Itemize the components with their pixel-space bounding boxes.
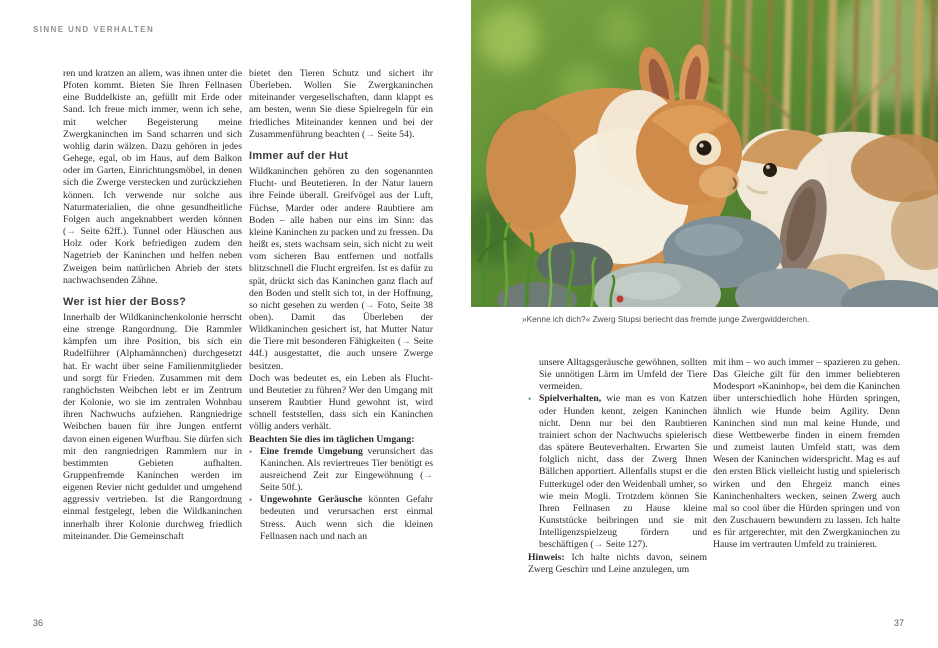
paragraph: Doch was bedeutet es, ein Leben als Flucht- und Beutetier zu führen? Wer den Umgang mit unserem Raubtier Hund gewohnt ist, wird schnell feststellen, dass sich ein Kaninchen völlig anders verhält. bbox=[249, 372, 433, 433]
page-number-left: 36 bbox=[33, 618, 44, 628]
list-item-text: Ungewohnte Geräusche könnten Gefahr bedeuten und verursachen erst einmal Stress. Auch wenn sich die kleinen Fellnasen nach und nach an bbox=[260, 494, 434, 542]
paragraph: bietet den Tieren Schutz und sichert ihr Überleben. Wollen Sie Zwergkaninchen miteinander vergesellschaften, dann klappt es am besten, wenn Sie diese Spielregeln für ein friedliches Miteinander kennen und bei der Zusammenführung beachten (→ Seite 54). bbox=[249, 68, 433, 140]
bullet-icon: • bbox=[249, 495, 253, 506]
running-head: SINNE UND VERHALTEN bbox=[33, 25, 155, 34]
paragraph: unsere Alltagsgeräusche gewöhnen, sollten Sie unnötigen Lärm im Umfeld der Tiere vermeiden. bbox=[539, 357, 707, 393]
hint-paragraph: Hinweis: Ich halte nichts davon, seinem Zwerg Geschirr und Leine anzulegen, um bbox=[528, 551, 707, 575]
list-item-text: Eine fremde Umgebung verunsichert das Kaninchen. Als reviertreues Tier benötigt es ausreichend Zeit zur Eingewöhnung (→ Seite 50f.). bbox=[260, 445, 434, 494]
paragraph: Innerhalb der Wildkaninchenkolonie herrscht eine strenge Rangordnung. Die Rammler kämpfen um ihre Position, bis sich ein Rudelführer (Alphamännchen) durchgesetzt hat. Er wacht über seine Familienmitglieder und sorgt für Frieden. Zusammen mit dem ranghöchsten Weibchen lebt er im Zentrum der Kolonie, wo sie im zentralen Wohnbau ihren Nachwuchs aufziehen. Rangniedrige Weibchen bauen für ihre Jungen entfernt davon einen eigenen Wurfbau. Sie dürfen sich mit den rangniedrigen Rammlern nur in bestimmten Gebieten aufhalten. Gruppenfremde Kaninchen werden im eigenen Revier nicht geduldet und umgehend aggressiv vertrieben. Ist die Rangordnung einmal festgelegt, leben die Wildkaninchen innerhalb ihrer Kolonie durchweg friedlich miteinander. Die Gemeinschaft bbox=[63, 311, 242, 542]
paragraph: ren und kratzen an allem, was ihnen unter die Pfoten kommt. Bieten Sie Ihren Fellnasen eine Buddelkiste an, gefüllt mit Erde oder Sand. Ich freue mich immer, wenn ich sehe, mit welcher Begeisterung meine Zwergkaninchen im Sand scharren und sich wohlig darin wälzen. Dazu gehören in jedes Gehege, egal, ob im Haus, auf dem Balkon oder im Garten, Einrichtungsmöbel, in denen sich die Zwerge verstecken und zurückziehen können. Ich verwende nur solche aus Naturmaterialien, die ohne gesundheitliche Folgen auch angeknabbert werden können (→ Seite 62ff.). Tunnel oder Häuschen aus Holz oder Kork befriedigen zudem den Nagetrieb der Kaninchen und helfen neben Zweigen beim natürlichen Abrieb der stets nachwachsenden Zähne. bbox=[63, 68, 242, 286]
section-heading-hut: Immer auf der Hut bbox=[249, 149, 349, 162]
rabbits-photo-illustration bbox=[471, 0, 938, 307]
bullet-icon: • bbox=[249, 446, 253, 457]
page-number-right: 37 bbox=[893, 618, 904, 628]
photo-caption: »Kenne ich dich?« Zwerg Stupsi beriecht das fremde junge Zwergwidderchen. bbox=[522, 314, 810, 324]
left-page-column-1 bbox=[63, 68, 242, 543]
list-item bbox=[249, 446, 433, 495]
list-item bbox=[528, 393, 707, 551]
section-heading-boss: Wer ist hier der Boss? bbox=[63, 295, 187, 308]
left-page-column-2 bbox=[249, 68, 433, 543]
paragraph: Wildkaninchen gehören zu den sogenannten Flucht- und Beutetieren. In der Natur lauern ihre Feinde überall. Greifvögel aus der Luft, Füchse, Marder oder andere Raubtiere am Boden – alle haben nur eins im Sinn: das kleine Kaninchen zu packen und zu fressen. Da heißt es, stets wachsam sein, sich nicht zu weit vom sicheren Bau entfernen und notfalls blitzschnell die Flucht ergreifen. Ist es dafür zu spät, drückt sich das Kaninchen ganz flach auf den Boden und stellt sich tot, in der Hoffnung, so nicht gesehen zu werden (→ Foto, Seite 38 oben). Damit das Überleben der Wildkaninchen gesichert ist, hat Mutter Natur die Tiere mit besonderen Fähigkeiten (→ Seite 44f.) ausgestattet, die auch unsere Zwerge besitzen. bbox=[249, 166, 434, 372]
right-page-column-2 bbox=[713, 357, 900, 552]
right-page-column-1 bbox=[528, 357, 707, 576]
usage-tips-list-continued bbox=[528, 393, 707, 551]
bullet-icon: • bbox=[528, 394, 532, 405]
list-item-text: Spielverhalten, wie man es von Katzen oder Hunden kennt, zeigen Kaninchen nicht. Denn nur bei den Raubtieren trainiert schon der Nachwuchs spielerisch das spätere Beuteverhalten. Erwarten Sie folglich nicht, dass der Zwerg Ihnen Bällchen apportiert. Allenfalls stupst er die Futterkugel oder den Weidenball umher, so wie mein Mogli. Trotzdem können Sie Ihren Fellnasen zu Hause kleine Kunststücke beibringen und sie mit Intelligenzspielzeug fördern und beschäftigen (→ Seite 127). bbox=[539, 393, 707, 551]
usage-tips-list bbox=[249, 446, 433, 543]
list-intro: Beachten Sie dies im täglichen Umgang: bbox=[249, 433, 415, 445]
rabbits-photo bbox=[471, 0, 938, 307]
paragraph: mit ihm – wo auch immer – spazieren zu gehen. Das Gleiche gilt für den immer beliebteren Modesport »Kaninhop«, bei dem die Kaninchen über unterschiedlich hohe Hürden springen, ähnlich wie Hunde beim Agility. Denn Kaninchen sind nun mal keine Hunde, und diese Wettbewerbe finden in einem fremden und zumeist lauten Umfeld statt, was dem Wesen der Kaninchen widerspricht. Mag es auf den ersten Blick vielleicht lustig und spielerisch wirken und den Ehrgeiz manch eines Kaninchenhalters wecken, seinen Zwerg auch mal so cool über die Hürden springen und von den Zuschauern bewundern zu lassen. Ich halte es für artgerechter, mit den Zwergkaninchen zu Hause im vertrauten Umfeld zu trainieren. bbox=[713, 357, 900, 551]
list-item bbox=[249, 494, 433, 543]
